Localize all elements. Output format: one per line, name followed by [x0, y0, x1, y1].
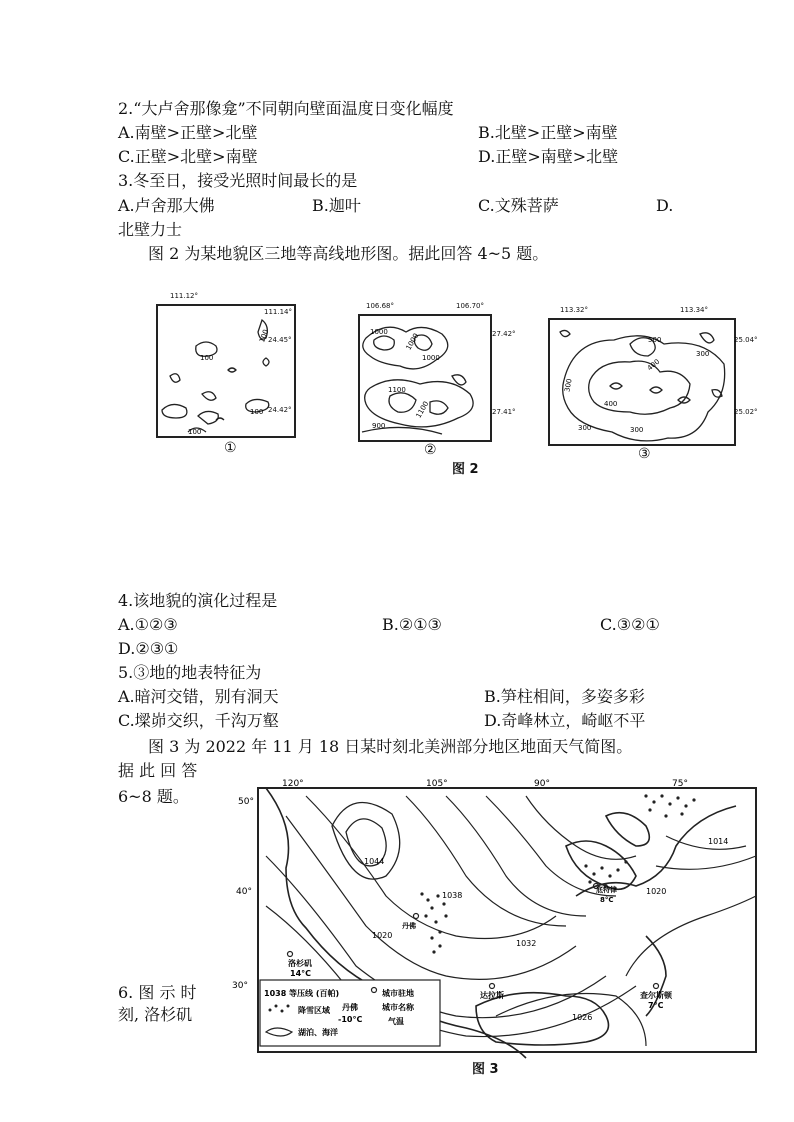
q3-option-a: A.卢舍那大佛 [118, 196, 215, 215]
fig2-panel-3-map [548, 318, 736, 446]
q2-stem: 2.“大卢舍那像龛”不同朝向壁面温度日变化幅度 [118, 99, 454, 118]
fig2-panel-1-map [156, 304, 296, 438]
svg-text:1100: 1100 [388, 386, 406, 394]
fig3-lat-30: 30° [232, 981, 248, 991]
q2-option-d: D.正壁>南壁>北壁 [478, 147, 619, 166]
svg-text:1100: 1100 [414, 400, 431, 420]
fig2-panel-1-label: ① [224, 440, 237, 456]
fig2-panel-3-label: ③ [638, 446, 651, 462]
fig3-temp-detroit: 8°C [600, 896, 614, 904]
figure-2 [140, 292, 760, 482]
svg-text:500: 500 [648, 336, 662, 344]
q3-option-d: D. [656, 196, 674, 215]
legend-city-name: 城市名称 [382, 1003, 414, 1012]
fig3-lon-75: 75° [672, 779, 688, 789]
fig3-lat-50: 50° [238, 797, 254, 807]
figure-3 [226, 776, 766, 1076]
fig2-panel-3-contours [550, 320, 734, 444]
svg-text:300: 300 [630, 426, 644, 434]
fig2-p3-lat-top: 25.04° [734, 336, 758, 344]
fig2-p1-lon-left: 111.12° [170, 292, 198, 300]
fig2-p3-lat-bottom: 25.02° [734, 408, 758, 416]
fig3-isobar-label-1020-west: 1020 [372, 931, 393, 940]
q3-option-d-cont: 北壁力士 [118, 220, 183, 239]
q3-option-b: B.迦叶 [312, 196, 361, 215]
fig3-intro-1: 图 3 为 2022 年 11 月 18 日某时刻北美洲部分地区地面天气简图。 [148, 737, 633, 756]
q2-option-b: B.北壁>正壁>南壁 [478, 123, 618, 142]
fig3-legend [260, 980, 440, 1046]
fig3-isobar-label-1020-east: 1020 [646, 887, 667, 896]
fig3-isobar-label-1044: 1044 [364, 857, 385, 866]
fig2-panel-2-label: ② [424, 442, 437, 458]
fig3-weather-map [226, 776, 766, 1076]
q2-option-a: A.南壁>正壁>北壁 [118, 123, 258, 142]
legend-sample-city: 丹佛 [342, 1003, 358, 1012]
fig2-p1-contour-label: 100 [200, 354, 214, 362]
fig3-lon-120: 120° [282, 779, 304, 789]
fig3-isobar-label-1032: 1032 [516, 939, 537, 948]
fig2-p2-lat-bottom: 27.41° [492, 408, 516, 416]
legend-sample-temp: -10°C [338, 1015, 363, 1024]
svg-text:100: 100 [258, 328, 271, 344]
legend-isobar: 1038 等压线 (百帕) [264, 989, 340, 998]
fig2-p2-lat-top: 27.42° [492, 330, 516, 338]
fig2-panel-1-contours [158, 306, 294, 436]
fig2-panel-2-map [358, 314, 492, 442]
fig3-isobar-label-1038: 1038 [442, 891, 463, 900]
svg-text:400: 400 [604, 400, 618, 408]
q4-option-c: C.③②① [600, 615, 660, 634]
q2-option-c: C.正壁>北壁>南壁 [118, 147, 258, 166]
fig3-intro-3: 6~8 题。 [118, 787, 189, 806]
q3-stem: 3.冬至日，接受光照时间最长的是 [118, 171, 358, 190]
fig3-city-denver: 丹佛 [402, 922, 416, 930]
fig3-temp-charleston: 7°C [648, 1001, 664, 1010]
svg-text:300: 300 [578, 424, 592, 432]
svg-text:300: 300 [563, 378, 574, 393]
fig3-caption: 图 3 [472, 1062, 499, 1077]
fig2-p1-lat-bottom: 24.42° [268, 406, 292, 414]
fig3-lon-105: 105° [426, 779, 448, 789]
q5-option-d: D.奇峰林立，崎岖不平 [484, 711, 646, 730]
legend-snow: 降雪区域 [298, 1006, 330, 1015]
fig3-isobar-label-1026: 1026 [572, 1013, 593, 1022]
svg-text:1000: 1000 [370, 328, 388, 336]
q5-option-a: A.暗河交错，别有洞天 [118, 687, 279, 706]
fig3-intro-2: 据 此 回 答 [118, 761, 198, 780]
fig2-p1-lat-top: 24.45° [268, 336, 292, 344]
fig3-city-dallas: 达拉斯 [480, 991, 504, 1000]
svg-text:400: 400 [645, 357, 662, 373]
fig2-caption: 图 2 [452, 462, 479, 477]
fig3-lon-90: 90° [534, 779, 550, 789]
legend-temp: 气温 [388, 1017, 404, 1026]
fig2-intro: 图 2 为某地貌区三地等高线地形图。据此回答 4~5 题。 [148, 244, 549, 263]
q5-option-b: B.笋柱相间，多姿多彩 [484, 687, 645, 706]
q6-part-2: 刻, 洛杉矶 [118, 1005, 193, 1024]
svg-text:100: 100 [188, 428, 202, 436]
fig2-p2-lon-left: 106.68° [366, 302, 394, 310]
fig2-p3-lon-left: 113.32° [560, 306, 588, 314]
svg-text:300: 300 [696, 350, 710, 358]
legend-city: 城市驻地 [382, 989, 414, 998]
svg-text:1000: 1000 [404, 332, 421, 352]
fig2-p3-lon-right: 113.34° [680, 306, 708, 314]
fig3-city-losangeles: 洛杉矶 [288, 959, 312, 968]
fig2-p1-lon-right: 111.14° [264, 308, 292, 316]
svg-text:100: 100 [250, 408, 264, 416]
q5-stem: 5.③地的地表特征为 [118, 663, 262, 682]
svg-text:900: 900 [372, 422, 386, 430]
fig3-city-detroit: 底特律 [596, 886, 617, 894]
q4-option-d: D.②③① [118, 639, 179, 658]
legend-lake: 湖泊、海洋 [298, 1028, 338, 1037]
fig3-lat-40: 40° [236, 887, 252, 897]
fig3-city-charleston: 查尔斯顿 [640, 991, 672, 1000]
fig2-panel-2-contours [360, 316, 490, 440]
q4-option-b: B.②①③ [382, 615, 442, 634]
q3-option-c: C.文殊菩萨 [478, 196, 559, 215]
q4-option-a: A.①②③ [118, 615, 178, 634]
fig3-isobar-label-1014: 1014 [708, 837, 729, 846]
q4-stem: 4.该地貌的演化过程是 [118, 591, 278, 610]
svg-text:1000: 1000 [422, 354, 440, 362]
fig3-temp-losangeles: 14°C [290, 969, 312, 978]
q5-option-c: C.墚峁交织，千沟万壑 [118, 711, 279, 730]
fig2-p2-lon-right: 106.70° [456, 302, 484, 310]
q6-part-1: 6. 图 示 时 [118, 983, 197, 1002]
